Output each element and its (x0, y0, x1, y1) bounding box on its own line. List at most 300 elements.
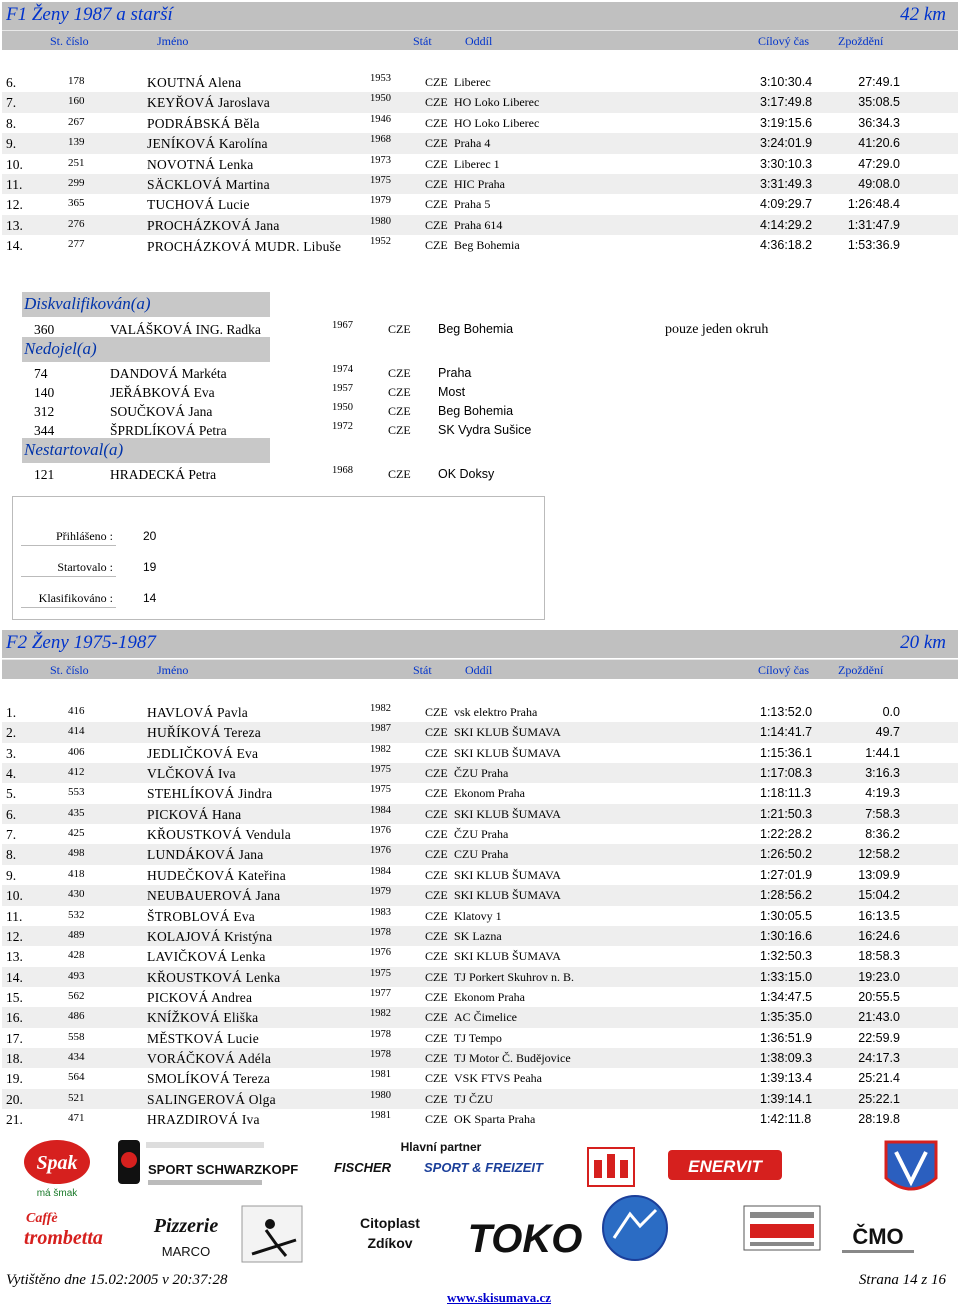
nation: CZE (425, 705, 448, 719)
rank: 16. (6, 1010, 23, 1026)
stat-started-label: Startovalo : (21, 560, 116, 577)
pizzerie-marco-logo (136, 1206, 236, 1264)
rank: 21. (6, 1112, 23, 1127)
birth-year: 1981 (370, 1110, 391, 1121)
club: HO Loko Liberec (454, 115, 540, 130)
nation: CZE (425, 928, 448, 943)
finish-time: 1:14:41.7 (760, 725, 813, 740)
freizeit-text: SPORT & FREIZEIT (424, 1160, 543, 1175)
bib-number: 406 (68, 745, 85, 758)
athlete-name: KOUTNÁ Alena (147, 75, 242, 90)
time-behind: 49:08.0 (858, 177, 900, 191)
col-name: Jméno (157, 663, 189, 677)
time-behind: 0.0 (882, 705, 900, 719)
athlete-name: HAVLOVÁ Pavla (147, 705, 248, 720)
time-behind: 16:13.5 (858, 908, 900, 923)
time-behind: 1:26:48.4 (847, 197, 900, 212)
athlete-name: SALINGEROVÁ Olga (147, 1091, 276, 1107)
club: Ekonom Praha (454, 989, 525, 1004)
nation: CZE (425, 177, 448, 191)
table-row (2, 113, 958, 133)
time-behind: 4:19.3 (865, 786, 900, 801)
birth-year: 1968 (332, 465, 353, 476)
nation: CZE (425, 949, 448, 964)
finish-time: 1:26:50.2 (760, 847, 813, 862)
finish-time: 3:24:01.9 (760, 136, 813, 151)
table-row (2, 722, 958, 742)
finish-time: 4:14:29.2 (760, 217, 813, 232)
birth-year: 1967 (332, 320, 353, 331)
nation: CZE (425, 95, 448, 110)
club: SK Lazna (454, 928, 502, 943)
nation: CZE (425, 888, 448, 903)
time-behind: 1:44.1 (865, 745, 900, 760)
athlete-name: MĚSTKOVÁ Lucie (147, 1030, 259, 1046)
finish-time: 3:10:30.4 (760, 75, 813, 89)
table-row (2, 844, 958, 864)
club: SKI KLUB ŠUMAVA (454, 745, 561, 760)
time-behind: 19:23.0 (858, 969, 900, 984)
birth-year: 1978 (370, 926, 391, 938)
table-row (2, 1068, 958, 1088)
table-row (2, 1048, 958, 1068)
table-row (2, 235, 958, 269)
nation: CZE (425, 1030, 448, 1045)
nation: CZE (425, 847, 448, 862)
col-delay: Zpoždění (838, 663, 884, 677)
table-row (2, 946, 958, 966)
birth-year: 1976 (370, 947, 391, 959)
time-behind: 27:49.1 (858, 75, 900, 89)
finish-time: 3:19:15.6 (760, 115, 813, 130)
time-behind: 7:58.3 (865, 806, 900, 821)
finish-time: 1:15:36.1 (760, 745, 813, 760)
athlete-name: HRAZDIROVÁ Iva (147, 1112, 260, 1127)
athlete-name: KOLAJOVÁ Kristýna (147, 928, 273, 944)
table-row (2, 1089, 958, 1109)
bib-number: 486 (68, 1010, 85, 1023)
finish-time: 4:36:18.2 (760, 238, 813, 253)
club: Liberec (454, 75, 491, 89)
club: SKI KLUB ŠUMAVA (454, 949, 561, 964)
nation: CZE (425, 969, 448, 984)
birth-year: 1984 (370, 804, 391, 816)
castle-logo (576, 1140, 646, 1196)
club: TJ Tempo (454, 1030, 502, 1045)
table-row (2, 885, 958, 905)
birth-year: 1987 (370, 723, 391, 735)
rank: 19. (6, 1071, 23, 1087)
table-row (2, 967, 958, 987)
caffe-text: Caffè (26, 1211, 58, 1226)
table-row (2, 1109, 958, 1129)
rank: 8. (6, 847, 17, 863)
category-title: F2 Ženy 1975-1987 (6, 632, 156, 653)
birth-year: 1972 (332, 421, 353, 432)
bib-number: 344 (34, 423, 55, 438)
cmo-text: ČMO (852, 1224, 904, 1249)
partner-label: Hlavní partner (400, 1140, 482, 1154)
ski-area-logo (600, 1192, 670, 1264)
birth-year: 1975 (370, 764, 391, 776)
table-row (2, 1007, 958, 1027)
birth-year: 1979 (370, 195, 391, 207)
bib-number: 121 (34, 467, 55, 482)
nation: CZE (425, 806, 448, 821)
rank: 11. (6, 177, 23, 192)
finish-time: 1:42:11.8 (760, 1112, 812, 1126)
bib-number: 277 (68, 238, 85, 251)
nation: CZE (388, 404, 411, 418)
bib-number: 435 (68, 806, 85, 819)
club: vsk elektro Praha (454, 705, 538, 719)
toko-logo (467, 1206, 583, 1264)
list-item (22, 364, 782, 383)
rank: 2. (6, 725, 17, 741)
bib-number: 418 (68, 867, 85, 880)
table-row (2, 215, 958, 235)
bib-number: 471 (68, 1112, 85, 1124)
spak-logo (22, 1138, 92, 1200)
bib-number: 532 (68, 908, 85, 921)
category-header-f2 (2, 630, 958, 658)
stat-registered-label: Přihlášeno : (21, 529, 116, 546)
time-behind: 25:21.4 (858, 1071, 900, 1086)
athlete-name: TUCHOVÁ Lucie (147, 197, 250, 213)
bib-number: 489 (68, 928, 85, 941)
finish-time: 4:09:29.7 (760, 197, 813, 212)
page-number: Strana 14 z 16 (858, 1272, 946, 1288)
time-behind: 25:22.1 (858, 1091, 900, 1106)
time-behind: 20:55.5 (858, 989, 900, 1004)
rank: 11. (6, 908, 23, 924)
athlete-name: HUŘÍKOVÁ Tereza (147, 725, 261, 741)
club: TJ ČZU (454, 1091, 493, 1106)
list-item (22, 383, 782, 402)
bib-number: 430 (68, 888, 85, 901)
nation: CZE (388, 467, 411, 481)
birth-year: 1977 (370, 987, 391, 999)
birth-year: 1975 (370, 175, 391, 186)
sport-shop-logo (742, 1204, 822, 1252)
birth-year: 1982 (370, 1008, 391, 1020)
citoplast-logo (350, 1208, 430, 1258)
club: Ekonom Praha (454, 786, 525, 801)
table-row (2, 92, 958, 112)
athlete-name: VALÁŠKOVÁ ING. Radka (110, 322, 261, 337)
finish-time: 1:39:13.4 (760, 1071, 813, 1086)
club: AC Čimelice (454, 1010, 517, 1025)
category-header-f1 (2, 2, 958, 30)
bib-number: 267 (68, 115, 85, 128)
club: SKI KLUB ŠUMAVA (454, 806, 561, 821)
birth-year: 1981 (370, 1069, 391, 1081)
list-item (22, 465, 782, 484)
athlete-name: SÄCKLOVÁ Martina (147, 177, 270, 192)
athlete-name: JEŘÁBKOVÁ Eva (110, 385, 215, 400)
rank: 7. (6, 827, 17, 843)
finish-time: 3:31:49.3 (760, 177, 813, 191)
nation: CZE (388, 322, 411, 336)
birth-year: 1984 (370, 865, 391, 877)
athlete-name: PICKOVÁ Hana (147, 806, 242, 822)
table-row (2, 865, 958, 885)
nation: CZE (425, 725, 448, 740)
club: TJ Porkert Skuhrov n. B. (454, 969, 574, 984)
time-behind: 49.7 (875, 725, 900, 740)
table-row (2, 1028, 958, 1048)
birth-year: 1983 (370, 906, 391, 918)
club: Beg Bohemia (454, 238, 520, 253)
toko-text: TOKO (467, 1217, 583, 1261)
finish-time: 1:34:47.5 (760, 989, 813, 1004)
rank: 12. (6, 197, 23, 213)
stats-box (12, 496, 545, 620)
rank: 6. (6, 75, 17, 90)
nation: CZE (388, 423, 411, 437)
club: SKI KLUB ŠUMAVA (454, 888, 561, 903)
enervit-text: ENERVIT (688, 1157, 762, 1176)
bib-number: 140 (34, 385, 55, 400)
club: SKI KLUB ŠUMAVA (454, 725, 561, 740)
cmo-logo (838, 1220, 918, 1260)
rank: 10. (6, 156, 23, 172)
finish-time: 3:30:10.3 (760, 156, 813, 171)
time-behind: 1:53:36.9 (847, 238, 900, 253)
birth-year: 1952 (370, 236, 391, 248)
club: SKI KLUB ŠUMAVA (454, 867, 561, 882)
birth-year: 1982 (370, 743, 391, 755)
rank: 18. (6, 1050, 23, 1066)
sport-schwarzkopf-logo (118, 1138, 299, 1198)
skier-poster-logo (240, 1204, 304, 1264)
time-behind: 41:20.6 (858, 136, 900, 151)
birth-year: 1979 (370, 886, 391, 898)
club: VSK FTVS Peaha (454, 1071, 543, 1086)
col-club: Oddíl (465, 663, 493, 677)
bib-number: 360 (34, 322, 55, 337)
trombetta-logo (22, 1206, 122, 1264)
finish-time: 1:22:28.2 (760, 827, 813, 842)
list-item (22, 402, 782, 421)
section-dns: Nestartoval(a) (22, 438, 270, 463)
birth-year: 1973 (370, 154, 391, 166)
club: Beg Bohemia (438, 404, 514, 418)
birth-year: 1953 (370, 73, 391, 84)
bib-number: 251 (68, 156, 85, 169)
athlete-name: ŠPRDLÍKOVÁ Petra (110, 423, 227, 438)
athlete-name: STEHLÍKOVÁ Jindra (147, 786, 273, 802)
bib-number: 414 (68, 725, 85, 738)
rank: 9. (6, 136, 17, 152)
club: OK Sparta Praha (454, 1112, 536, 1126)
nation: CZE (425, 197, 448, 212)
table-row (2, 174, 958, 194)
time-behind: 18:58.3 (858, 949, 900, 964)
birth-year: 1982 (370, 703, 391, 714)
time-behind: 28:19.8 (858, 1112, 900, 1126)
club: OK Doksy (438, 467, 495, 481)
finish-time: 1:38:09.3 (760, 1050, 813, 1065)
bib-number: 139 (68, 136, 85, 149)
club: HIC Praha (454, 177, 505, 191)
nation: CZE (425, 1112, 448, 1126)
bib-number: 160 (68, 95, 85, 108)
time-behind: 1:31:47.9 (847, 217, 900, 232)
nation: CZE (425, 217, 448, 232)
club: Liberec 1 (454, 156, 500, 171)
table-row (2, 763, 958, 783)
main-partner-logo (332, 1138, 550, 1188)
finish-time: 1:17:08.3 (760, 766, 813, 781)
table-row (2, 783, 958, 803)
finish-time: 1:27:01.9 (760, 867, 813, 882)
citoplast-text: Citoplast (360, 1215, 420, 1231)
col-nation: Stát (413, 34, 432, 48)
rank: 8. (6, 115, 17, 131)
section-dnf: Nedojel(a) (22, 337, 270, 362)
bib-number: 498 (68, 847, 85, 860)
col-bib: St. číslo (50, 663, 89, 677)
athlete-name: PODRÁBSKÁ Běla (147, 115, 260, 131)
rank: 13. (6, 949, 23, 965)
finish-time: 1:13:52.0 (760, 705, 813, 719)
rank: 5. (6, 786, 17, 802)
time-behind: 22:59.9 (858, 1030, 900, 1045)
athlete-name: LAVIČKOVÁ Lenka (147, 949, 266, 965)
bib-number: 365 (68, 197, 85, 210)
club: Most (438, 385, 466, 399)
website-link[interactable]: www.skisumava.cz (447, 1290, 552, 1305)
nation: CZE (425, 827, 448, 842)
nation: CZE (425, 136, 448, 151)
club: Praha 614 (454, 217, 503, 232)
rank: 14. (6, 969, 23, 985)
bib-number: 521 (68, 1091, 85, 1104)
spak-subtext: má šmak (36, 1188, 78, 1199)
club: Beg Bohemia (438, 322, 514, 336)
finish-time: 1:32:50.3 (760, 949, 813, 964)
bib-number: 299 (68, 177, 85, 189)
finish-time: 1:39:14.1 (760, 1091, 813, 1106)
col-nation: Stát (413, 663, 432, 677)
trombetta-text: trombetta (24, 1227, 103, 1249)
nation: CZE (425, 238, 448, 253)
rank: 1. (6, 705, 17, 720)
sponsor-strip (0, 1134, 960, 1264)
col-delay: Zpoždění (838, 34, 884, 48)
athlete-name: NOVOTNÁ Lenka (147, 156, 254, 172)
section-disqualified: Diskvalifikován(a) (22, 292, 270, 317)
time-behind: 8:36.2 (865, 827, 900, 842)
club: SK Vydra Sušice (438, 423, 532, 437)
bib-number: 493 (68, 969, 85, 982)
birth-year: 1957 (332, 383, 353, 394)
club: TJ Motor Č. Budějovice (454, 1050, 571, 1065)
fischer-text: FISCHER (334, 1160, 392, 1175)
nation: CZE (425, 1071, 448, 1086)
birth-year: 1980 (370, 215, 391, 227)
rank: 10. (6, 888, 23, 904)
bib-number: 178 (68, 75, 85, 87)
finish-time: 1:35:35.0 (760, 1010, 813, 1025)
birth-year: 1976 (370, 825, 391, 837)
stat-classified-label: Klasifikováno : (21, 591, 116, 608)
birth-year: 1946 (370, 113, 391, 125)
rank: 12. (6, 928, 23, 944)
bib-number: 553 (68, 786, 85, 799)
athlete-name: KŘOUSTKOVÁ Vendula (147, 827, 291, 843)
nation: CZE (425, 1091, 448, 1106)
nation: CZE (425, 989, 448, 1004)
category-distance: 20 km (900, 632, 946, 653)
finish-time: 1:30:16.6 (760, 928, 813, 943)
athlete-name: KEYŘOVÁ Jaroslava (147, 95, 271, 111)
table-row (2, 987, 958, 1007)
note: pouze jeden okruh (665, 322, 769, 337)
nation: CZE (425, 115, 448, 130)
time-behind: 21:43.0 (858, 1010, 900, 1025)
birth-year: 1975 (370, 967, 391, 979)
category-title: F1 Ženy 1987 a starší (6, 4, 173, 25)
time-behind: 15:04.2 (858, 888, 900, 903)
col-time: Cílový čas (758, 34, 809, 48)
enervit-logo (668, 1146, 782, 1186)
nation: CZE (425, 766, 448, 781)
spak-text: Spak (36, 1152, 78, 1174)
column-header-row (2, 30, 958, 50)
bib-number: 416 (68, 705, 85, 717)
time-behind: 24:17.3 (858, 1050, 900, 1065)
birth-year: 1980 (370, 1089, 391, 1101)
time-behind: 36:34.3 (858, 115, 900, 130)
marco-text: MARCO (161, 1244, 211, 1259)
zdikov-text: Zdíkov (367, 1235, 413, 1251)
nation: CZE (425, 156, 448, 171)
bib-number: 558 (68, 1030, 85, 1043)
athlete-name: JEDLIČKOVÁ Eva (147, 745, 259, 761)
table-row (2, 906, 958, 926)
table-row (2, 154, 958, 174)
schwarzkopf-text: SPORT SCHWARZKOPF (148, 1162, 299, 1177)
nation: CZE (425, 745, 448, 760)
table-row (2, 72, 958, 92)
athlete-name: SOUČKOVÁ Jana (110, 404, 213, 419)
table-row (2, 133, 958, 153)
rank: 6. (6, 806, 17, 822)
nation: CZE (425, 75, 448, 89)
table-row (2, 824, 958, 844)
athlete-name: KNÍŽKOVÁ Eliška (147, 1010, 259, 1026)
athlete-name: ŠTROBLOVÁ Eva (147, 908, 255, 924)
club: ČZU Praha (454, 827, 509, 842)
athlete-name: PROCHÁZKOVÁ Jana (147, 217, 280, 233)
rank: 17. (6, 1030, 23, 1046)
athlete-name: KŘOUSTKOVÁ Lenka (147, 969, 281, 985)
col-club: Oddíl (465, 34, 493, 48)
nation: CZE (425, 867, 448, 882)
column-header-row (2, 659, 958, 679)
athlete-name: JENÍKOVÁ Karolína (147, 136, 268, 152)
finish-time: 1:33:15.0 (760, 969, 813, 984)
athlete-name: VLČKOVÁ Iva (147, 766, 236, 782)
nation: CZE (425, 1050, 448, 1065)
nation: CZE (425, 1010, 448, 1025)
bib-number: 412 (68, 766, 85, 779)
club: ČZU Praha (454, 766, 509, 781)
rank: 9. (6, 867, 17, 883)
club: Praha (438, 366, 472, 380)
